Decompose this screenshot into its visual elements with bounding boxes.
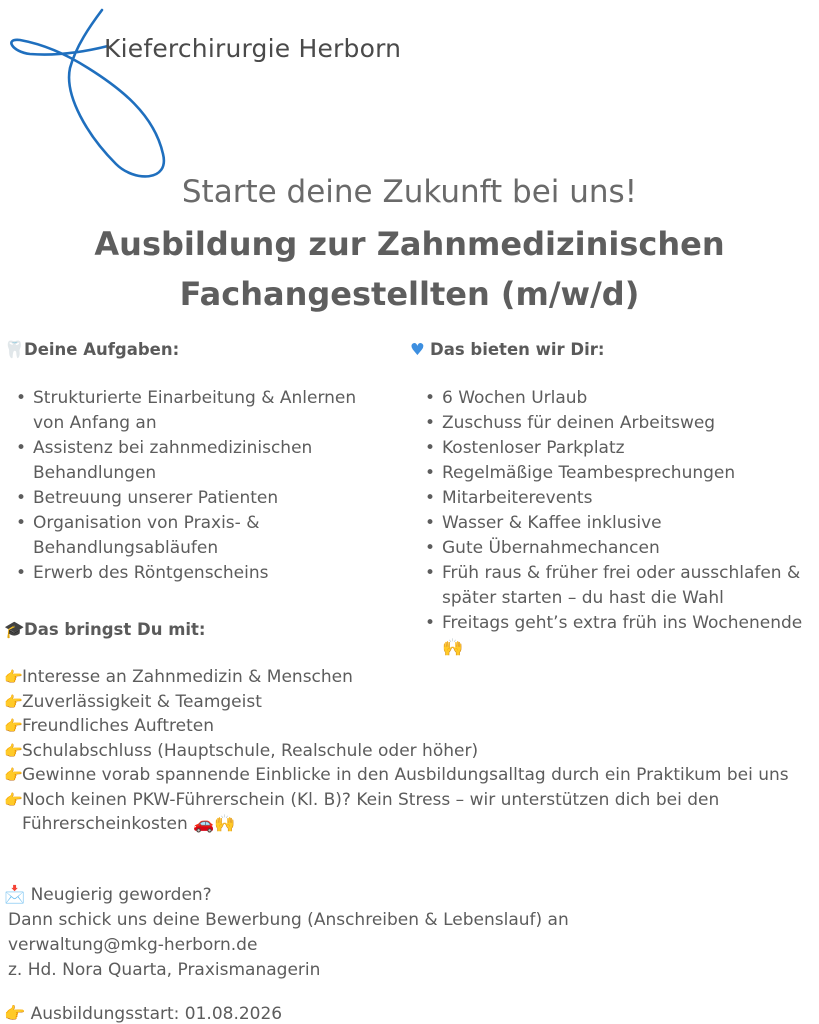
bringst-list [4, 665, 804, 837]
bringst-title: Das bringst Du mit: [24, 620, 206, 639]
headline-subtitle: Starte deine Zukunft bei uns! [181, 174, 638, 210]
list-item: • Assistenz bei zahnmedizinischen Behandlungen [8, 436, 380, 486]
list-item: 👉 Freundliches Auftreten [4, 714, 804, 739]
list-item: • Organisation von Praxis- & Behandlungsabläufen [8, 511, 380, 561]
blue-heart-icon: ♥ [410, 340, 425, 359]
list-item: • 6 Wochen Urlaub [417, 386, 815, 411]
list-item: • Früh raus & früher frei oder ausschlafen & später starten – du hast die Wahl [417, 561, 815, 611]
list-item: 👉 Noch keinen PKW-Führerschein (Kl. B)? Kein Stress – wir unterstützen dich bei den Führerscheinkosten 🚗🙌 [4, 788, 744, 837]
bieten-list [417, 386, 815, 661]
pointing-hand-icon: 👉 [4, 741, 23, 760]
graduation-cap-icon: 🎓 [4, 620, 25, 639]
list-item: • Freitags geht’s extra früh ins Wochenende 🙌 [417, 611, 815, 661]
pointing-hand-icon: 👉 [4, 717, 23, 735]
bieten-heading [410, 340, 605, 359]
list-item: • Erwerb des Röntgenscheins [8, 561, 380, 586]
list-item: • Betreuung unserer Patienten [8, 486, 380, 511]
logo-name: Kieferchirurgie Herborn [104, 34, 402, 63]
list-item: • Regelmäßige Teambesprechungen [417, 461, 815, 486]
headline-title-line2: Fachangestellten (m/w/d) [179, 275, 640, 313]
pointing-hand-icon: 👉 [4, 766, 23, 784]
list-item: • Zuschuss für deinen Arbeitsweg [417, 411, 815, 436]
headline-title-line1: Ausbildung zur Zahnmedizinischen [94, 225, 725, 263]
list-item: 👉 Zuverlässigkeit & Teamgeist [4, 690, 804, 715]
list-item: 👉 Gewinne vorab spannende Einblicke in den Ausbildungsalltag durch ein Praktikum bei uns [4, 763, 804, 788]
list-item: 👉 Interesse an Zahnmedizin & Menschen [4, 665, 804, 690]
contact-block [4, 883, 569, 983]
list-item: • Strukturierte Einarbeitung & Anlernen von Anfang an [8, 386, 380, 436]
aufgaben-title: Deine Aufgaben: [24, 340, 180, 359]
ausbildungsstart: 👉 Ausbildungsstart: 01.08.2026 [4, 1004, 283, 1024]
pointing-hand-icon: 👉 [4, 790, 23, 809]
envelope-icon: 📩 [4, 885, 26, 905]
bieten-title: Das bieten wir Dir: [430, 340, 605, 359]
list-item: • Kostenloser Parkplatz [417, 436, 815, 461]
list-item: • Gute Übernahmechancen [417, 536, 815, 561]
pointing-hand-icon: 👉 [4, 1004, 26, 1024]
list-item: • Mitarbeiterevents [417, 486, 815, 511]
aufgaben-list [8, 386, 380, 586]
contact-instructions: Dann schick uns deine Bewerbung (Anschreiben & Lebenslauf) an [8, 910, 569, 930]
contact-intro: 📩 Neugierig geworden? [4, 885, 212, 905]
list-item: 👉 Schulabschluss (Hauptschule, Realschule oder höher) [4, 739, 804, 764]
contact-email: verwaltung@mkg-herborn.de [8, 935, 258, 955]
aufgaben-heading [4, 340, 179, 360]
logo-mark-icon [8, 6, 168, 184]
pointing-hand-icon: 👉 [4, 692, 23, 711]
contact-attention: z. Hd. Nora Quarta, Praxismanagerin [8, 960, 321, 980]
list-item: • Wasser & Kaffee inklusive [417, 511, 815, 536]
pointing-hand-icon: 👉 [4, 668, 23, 686]
tooth-icon: 🦷 [4, 340, 25, 359]
bringst-heading [4, 620, 206, 640]
